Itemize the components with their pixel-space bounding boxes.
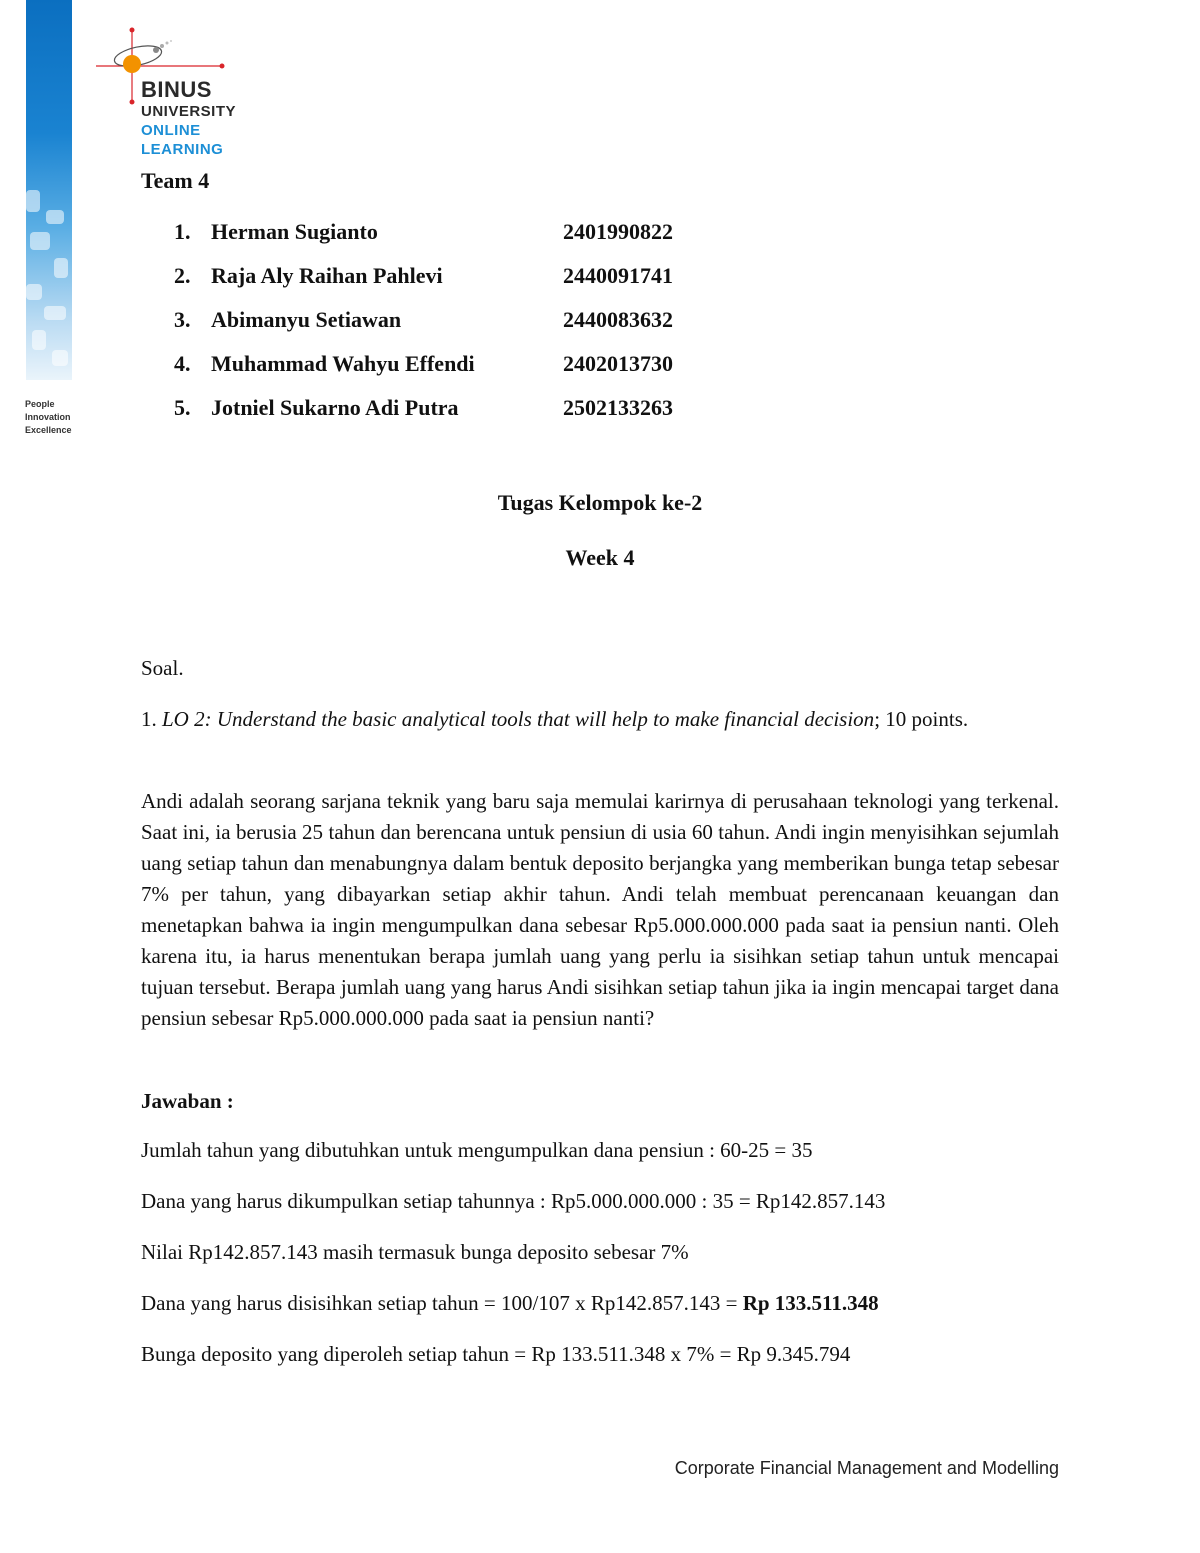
answer-label: Jawaban : bbox=[141, 1089, 234, 1113]
member-id: 2440091741 bbox=[563, 263, 673, 288]
member-list bbox=[174, 210, 673, 430]
member-number: 3. bbox=[174, 307, 191, 332]
tagline-line: Innovation bbox=[25, 412, 71, 422]
logo-line-university: UNIVERSITY bbox=[141, 103, 237, 120]
member-row bbox=[174, 386, 673, 430]
week-title: Week 4 bbox=[565, 545, 635, 570]
member-id: 2440083632 bbox=[563, 307, 673, 332]
member-id: 2402013730 bbox=[563, 351, 673, 376]
answer-line: Jumlah tahun yang dibutuhkan untuk mengumpulkan dana pensiun : 60-25 = 35 bbox=[141, 1138, 813, 1162]
member-row bbox=[174, 254, 673, 298]
answer-line bbox=[141, 1288, 1059, 1319]
logo-line-online: ONLINE bbox=[141, 122, 201, 139]
member-number: 2. bbox=[174, 263, 191, 288]
member-id: 2502133263 bbox=[563, 395, 673, 420]
member-name: Herman Sugianto bbox=[211, 219, 378, 244]
member-row bbox=[174, 298, 673, 342]
logo-wordmark bbox=[141, 78, 236, 159]
answer-result: Rp 133.511.348 bbox=[742, 1291, 879, 1315]
question-line bbox=[141, 704, 1059, 735]
member-number: 1. bbox=[174, 219, 191, 244]
learning-objective: LO 2: Understand the basic analytical tools that will help to make financial decision bbox=[162, 707, 875, 731]
question-paragraph: Andi adalah seorang sarjana teknik yang baru saja memulai karirnya di perusahaan teknologi yang terkenal. Saat ini, ia berusia 25 tahun dan berencana untuk pensiun di usia 60 tahun. Andi ingin menyisihkan sejumlah uang setiap tahun dan menabungnya dalam bentuk deposito berjangka yang memberikan bunga tetap sebesar 7% per tahun, yang dibayarkan setiap akhir tahun. Andi telah membuat perencanaan keuangan dan menetapkan bahwa ia ingin mengumpulkan dana sebesar Rp5.000.000.000 pada saat ia pensiun nanti. Oleh karena itu, ia harus menentukan berapa jumlah uang yang perlu ia sisihkan setiap tahun untuk mencapai tujuan tersebut. Berapa jumlah uang yang harus Andi sisihkan setiap tahun jika ia ingin mencapai target dana pensiun sebesar Rp5.000.000.000 pada saat ia pensiun nanti? bbox=[141, 789, 1059, 1030]
soal-label: Soal. bbox=[141, 656, 184, 680]
team-title: Team 4 bbox=[141, 168, 210, 193]
logo-line-binus: BINUS bbox=[141, 77, 212, 102]
member-row bbox=[174, 342, 673, 386]
member-id: 2401990822 bbox=[563, 219, 673, 244]
tagline-line: Excellence bbox=[25, 425, 72, 435]
member-name: Jotniel Sukarno Adi Putra bbox=[211, 395, 459, 420]
tagline-line: People bbox=[25, 399, 55, 409]
answer-line: Nilai Rp142.857.143 masih termasuk bunga deposito sebesar 7% bbox=[141, 1240, 689, 1264]
answer-line: Dana yang harus dikumpulkan setiap tahunnya : Rp5.000.000.000 : 35 = Rp142.857.143 bbox=[141, 1189, 886, 1213]
assignment-title: Tugas Kelompok ke-2 bbox=[497, 490, 703, 515]
member-name: Raja Aly Raihan Pahlevi bbox=[211, 263, 443, 288]
footer-course-name: Corporate Financial Management and Modelling bbox=[674, 1458, 1059, 1478]
question-number: 1. bbox=[141, 707, 162, 731]
side-pattern bbox=[26, 180, 72, 380]
tagline bbox=[25, 398, 72, 437]
member-row bbox=[174, 210, 673, 254]
question-points: ; 10 points. bbox=[874, 707, 969, 731]
member-number: 4. bbox=[174, 351, 191, 376]
member-name: Muhammad Wahyu Effendi bbox=[211, 351, 475, 376]
answer-line: Bunga deposito yang diperoleh setiap tahun = Rp 133.511.348 x 7% = Rp 9.345.794 bbox=[141, 1342, 851, 1366]
answer-text: Dana yang harus disisihkan setiap tahun = 100/107 x Rp142.857.143 = bbox=[141, 1291, 743, 1315]
member-name: Abimanyu Setiawan bbox=[211, 307, 402, 332]
logo-line-learning: LEARNING bbox=[141, 141, 224, 158]
member-number: 5. bbox=[174, 395, 191, 420]
